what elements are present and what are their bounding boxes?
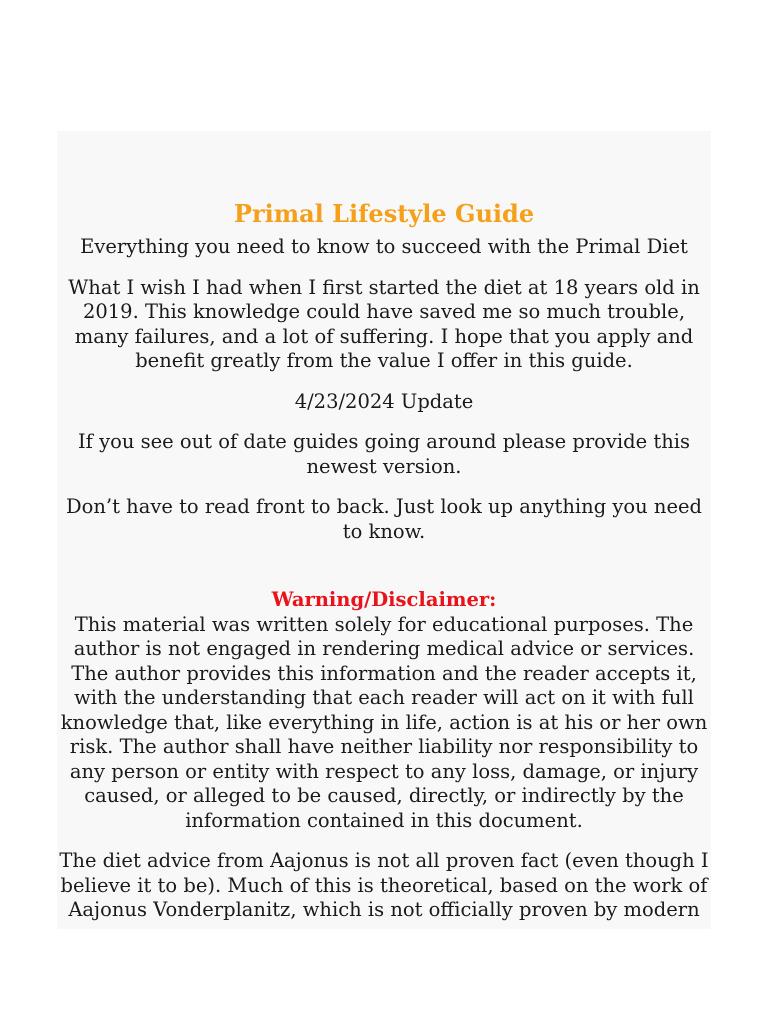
document-content: [57, 199, 711, 929]
document-title: Primal Lifestyle Guide: [233, 199, 535, 228]
document-page: [57, 131, 711, 929]
update-date: 4/23/2024 Update: [294, 389, 474, 413]
diet-advice-paragraph: The diet advice from Aajonus is not all proven fact (even though I believe it to be). Much of this is theoretical, based on the work of Aajonus Vonderplanitz, which is not officially proven by modern: [59, 849, 709, 921]
warning-heading: Warning/Disclaimer:: [271, 588, 497, 611]
spacer: [57, 560, 711, 588]
intro-paragraph: What I wish I had when I first started the diet at 18 years old in 2019. This knowledge could have saved me so much trouble, many failures, and a lot of suffering. I hope that you apply and benefit greatly from the value I offer in this guide.: [68, 275, 700, 372]
document-subtitle: Everything you need to know to succeed with the Primal Diet: [80, 235, 688, 258]
out-of-date-note: If you see out of date guides going around please provide this newest version.: [77, 430, 691, 478]
reading-note: Don’t have to read front to back. Just look up anything you need to know.: [65, 495, 703, 543]
disclaimer-paragraph: This material was written solely for educational purposes. The author is not engaged in rendering medical advice or services. The author provides this information and the reader accepts it, with the understanding that each reader will act on it with full knowledge that, like everything in life, action is at his or her own risk. The author shall have neither liability nor responsibility to any person or entity with respect to any loss, damage, or injury caused, or alleged to be caused, directly, or indirectly by the information contained in this document.: [60, 612, 708, 832]
